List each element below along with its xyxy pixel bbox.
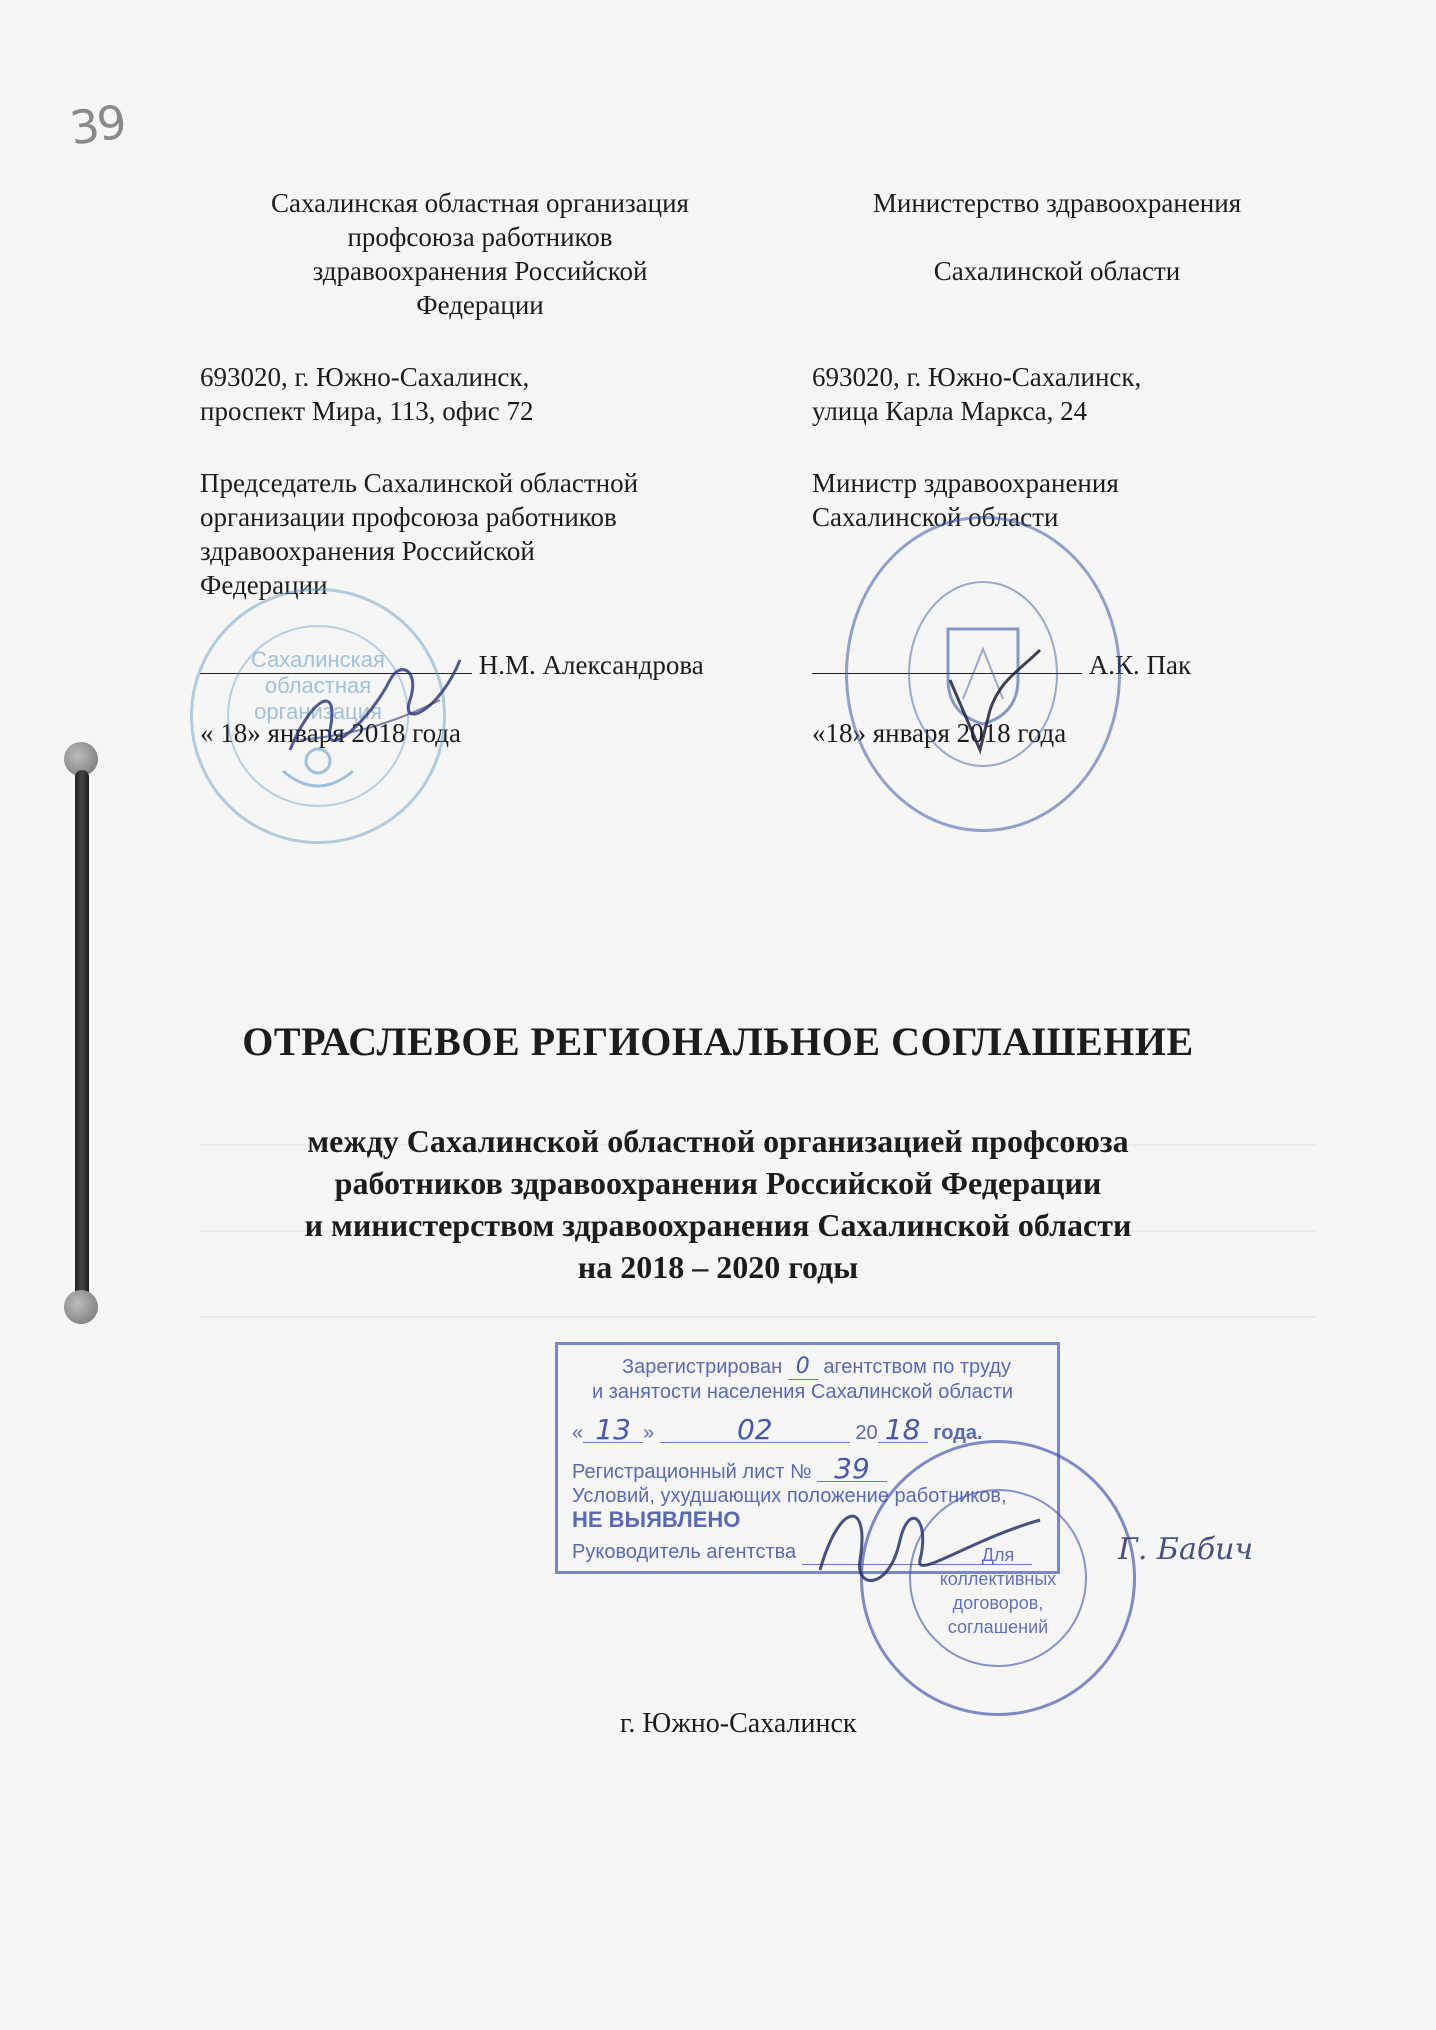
reg-head-label: Руководитель агентства <box>572 1541 797 1563</box>
right-address-line-2: улица Карла Маркса, 24 <box>812 396 1088 426</box>
left-address-line-2: проспект Мира, 113, офис 72 <box>200 396 534 426</box>
binding-hole-bottom <box>64 1290 98 1324</box>
subtitle-line-3: и министерством здравоохранения Сахалинской области <box>304 1207 1132 1243</box>
right-org-line-3: Сахалинской области <box>933 256 1181 286</box>
reg-month: 02 <box>660 1418 850 1443</box>
left-signer-name: Н.М. Александрова <box>478 650 704 680</box>
agency-seal-line-4: соглашений <box>947 1617 1049 1637</box>
left-date: « 18» января 2018 года <box>200 718 462 748</box>
binding-cord <box>75 770 89 1310</box>
right-position-line-2: Сахалинской области <box>812 502 1059 532</box>
left-position-line-2: организации профсоюза работников <box>200 502 617 532</box>
seal-line-1: Сахалинская <box>251 647 385 672</box>
right-org-line-1: Министерство здравоохранения <box>872 188 1242 218</box>
document-subtitle <box>150 1120 1286 1288</box>
right-position-line-1: Министр здравоохранения <box>812 468 1119 498</box>
seal-line-2: областная <box>264 673 372 698</box>
left-address-line-1: 693020, г. Южно-Сахалинск, <box>200 362 530 392</box>
document-city: г. Южно-Сахалинск <box>620 1708 857 1739</box>
right-signature-scribble <box>930 640 1070 760</box>
reg-line1: Зарегистрирован <box>622 1356 783 1378</box>
subtitle-line-4: на 2018 – 2020 годы <box>577 1249 859 1285</box>
reg-year-prefix: 20 <box>855 1422 878 1444</box>
subtitle-line-2: работников здравоохранения Российской Федерации <box>334 1165 1102 1201</box>
right-signer-name: А.К. Пак <box>1088 650 1192 680</box>
reg-day: 13 <box>583 1418 643 1443</box>
left-signature-scribble <box>270 640 470 770</box>
right-org-line-2 <box>812 220 1302 254</box>
left-org-line-2: профсоюза работников <box>347 222 613 252</box>
document-title: ОТРАСЛЕВОЕ РЕГИОНАЛЬНОЕ СОГЛАШЕНИЕ <box>242 1019 1194 1064</box>
right-date: «18» января 2018 года <box>812 718 1067 748</box>
reg-conditions: Условий, ухудшающих положение работников, <box>572 1485 1007 1507</box>
reg-year-word: года. <box>933 1422 983 1444</box>
left-position-line-1: Председатель Сахалинской областной <box>200 468 639 498</box>
left-org-line-3: здравоохранения Российской <box>312 256 648 286</box>
left-position-line-4: Федерации <box>200 570 328 600</box>
left-org-line-1: Сахалинская областная организация <box>271 188 689 218</box>
left-org-line-4: Федерации <box>416 290 544 320</box>
agency-seal-line-3: договоров, <box>952 1593 1044 1613</box>
reg-not-found: НЕ ВЫЯВЛЕНО <box>572 1507 741 1532</box>
reg-sheet-number: 39 <box>817 1457 887 1482</box>
subtitle-line-1: между Сахалинской областной организацией профсоюза <box>307 1123 1129 1159</box>
agency-signature-scribble <box>800 1480 1060 1610</box>
reg-line1b: агентством по труду <box>823 1356 1011 1378</box>
reg-year-suffix: 18 <box>878 1418 928 1443</box>
handwritten-name-babich: Г. Бабич <box>1118 1532 1254 1567</box>
registration-stamp: Зарегистрирован 0 агентством по труду и занятости населения Сахалинской области « 13 » 02 20 18 года. Регистрационный лист № 39 Условий, ухудшающих положение работников, НЕ ВЫЯВЛЕНО Руководитель агентства <box>555 1342 1060 1574</box>
handwritten-page-number: 39 <box>66 94 129 156</box>
reg-sheet-label: Регистрационный лист № <box>572 1461 812 1483</box>
reg-line2: и занятости населения Сахалинской области <box>592 1381 1014 1403</box>
reg-agency-number: 0 <box>788 1355 818 1380</box>
agency-seal-line-2: коллективных <box>939 1569 1057 1589</box>
left-position-line-3: здравоохранения Российской <box>200 536 535 566</box>
seal-line-3: организация <box>254 699 382 724</box>
right-address-line-1: 693020, г. Южно-Сахалинск, <box>812 362 1142 392</box>
agency-seal-line-1: Для <box>981 1545 1015 1565</box>
